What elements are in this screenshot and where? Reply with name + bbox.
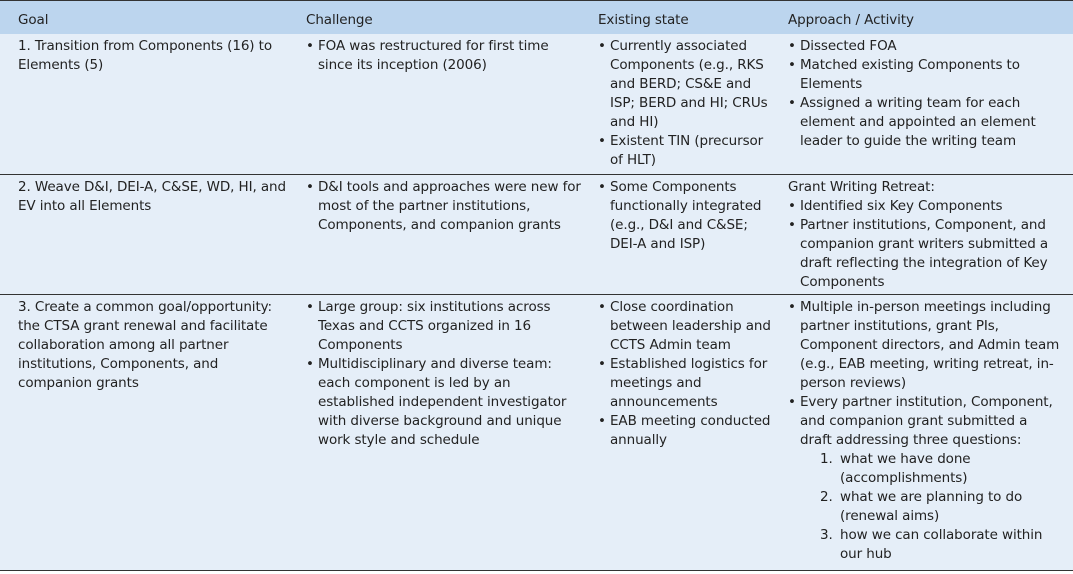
table-header-row xyxy=(0,0,1073,35)
existing-state-cell xyxy=(598,34,773,174)
numbered-item xyxy=(788,450,1060,488)
challenge-cell xyxy=(306,34,581,174)
goal-cell: 2. Weave D&I, DEI-A, C&SE, WD, HI, and EV into all Elements xyxy=(18,179,286,214)
numbered-item xyxy=(788,488,1060,526)
goal-cell: 3. Create a common goal/opportunity: the CTSA grant renewal and facilitate collaboration among all partner institutions, Components, and companion grants xyxy=(18,299,272,391)
list-item: • FOA was restructured for first time since its inception (2006) xyxy=(306,37,581,75)
list-item: • Some Components functionally integrated (e.g., D&I and C&SE; DEI-A and ISP) xyxy=(598,178,773,254)
list-item: • Existent TIN (precursor of HLT) xyxy=(598,132,773,170)
list-item: • Currently associated Components (e.g., RKS and BERD; CS&E and ISP; BERD and HI; CRUs and HI) xyxy=(598,37,773,132)
challenge-cell xyxy=(306,175,581,294)
approach-cell xyxy=(788,295,1060,570)
item-number: 1. xyxy=(820,451,833,467)
list-item: • Assigned a writing team for each element and appointed an element leader to guide the writing team xyxy=(788,94,1060,151)
item-text: what we have done (accomplishments) xyxy=(840,451,971,486)
list-item: • Large group: six institutions across Texas and CCTS organized in 16 Components xyxy=(306,298,581,355)
approach-cell xyxy=(788,175,1060,294)
approach-intro: Grant Writing Retreat: xyxy=(788,179,935,195)
approach-cell xyxy=(788,34,1060,174)
existing-state-cell xyxy=(598,175,773,294)
table-row xyxy=(0,175,1073,295)
goal-cell: 1. Transition from Components (16) to Elements (5) xyxy=(18,38,273,73)
existing-state-cell xyxy=(598,295,773,570)
list-item: • Every partner institution, Component, and companion grant submitted a draft addressing three questions: xyxy=(788,393,1060,450)
list-item: • Partner institutions, Component, and companion grant writers submitted a draft reflecting the integration of Key Components xyxy=(788,216,1060,292)
list-item: • Identified six Key Components xyxy=(788,197,1060,216)
item-number: 3. xyxy=(820,527,833,543)
item-text: how we can collaborate within our hub xyxy=(840,527,1043,562)
item-number: 2. xyxy=(820,489,833,505)
header-challenge: Challenge xyxy=(306,12,373,28)
list-item: • D&I tools and approaches were new for most of the partner institutions, Components, and companion grants xyxy=(306,178,581,235)
item-text: what we are planning to do (renewal aims) xyxy=(840,489,1023,524)
list-item: • Matched existing Components to Elements xyxy=(788,56,1060,94)
list-item: • Multidisciplinary and diverse team: each component is led by an established independent investigator with diverse background and unique work style and schedule xyxy=(306,355,581,450)
list-item: • Multiple in-person meetings including partner institutions, grant PIs, Component directors, and Admin team (e.g., EAB meeting, writing retreat, in-person reviews) xyxy=(788,298,1060,393)
header-approach-activity: Approach / Activity xyxy=(788,12,914,28)
numbered-item xyxy=(788,526,1060,564)
list-item: • Established logistics for meetings and announcements xyxy=(598,355,773,412)
list-item: • Close coordination between leadership and CCTS Admin team xyxy=(598,298,773,355)
table-row xyxy=(0,34,1073,175)
list-item: • Dissected FOA xyxy=(788,37,1060,56)
header-goal: Goal xyxy=(18,12,49,28)
list-item: • EAB meeting conducted annually xyxy=(598,412,773,450)
table-row xyxy=(0,295,1073,571)
challenge-cell xyxy=(306,295,581,570)
header-existing-state: Existing state xyxy=(598,12,689,28)
